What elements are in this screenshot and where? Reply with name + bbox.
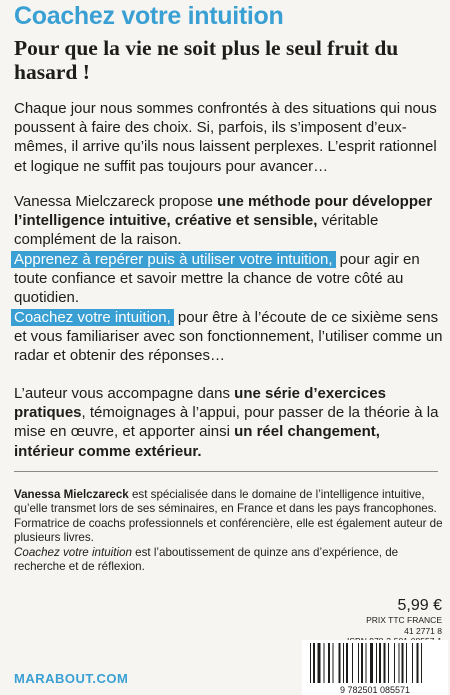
- exercises-paragraph: [14, 384, 444, 461]
- product-code: 41 2771 8: [404, 625, 442, 636]
- coach-highlight: Coachez votre intuition,: [11, 309, 174, 326]
- coach-text: pour être à l’écoute de ce sixième sens et vous familiariser avec son fonctionnement, l’utiliser comme un radar et obtenir des réponses…: [14, 309, 443, 365]
- method-text-start: Vanessa Mielczareck propose: [14, 193, 218, 210]
- price-label: PRIX TTC FRANCE: [366, 615, 442, 625]
- exercises-text-bold: une série d’exercices pratiques: [14, 385, 386, 422]
- intro-text: Chaque jour nous sommes confrontés à des situations qui nous poussent à faire des choix. Si, parfois, ils s’imposent d’eux-mêmes, il arrive qu’ils nous laissent perplexes. L’esprit rationnel et logique ne suffit pas toujours pour avancer…: [14, 100, 437, 175]
- publisher-logo: MARABOUT.COM: [14, 671, 129, 686]
- exercises-text-bold-end: un réel changement, intérieur comme extérieur.: [14, 423, 380, 460]
- price: 5,99 €: [397, 597, 442, 614]
- author-name: Vanessa Mielczareck: [14, 488, 129, 501]
- bio-line-1: est spécialisée dans le domaine de l’intelligence intuitive, qu’elle transmet lors de ses séminaires, en France et dans les pays francophones.: [14, 488, 437, 516]
- exercises-text-start: L’auteur vous accompagne dans: [14, 385, 235, 402]
- learn-text: pour agir en toute confiance et savoir mettre la chance de votre côté au quotidien.: [14, 251, 420, 307]
- book-title: Coachez votre intuition: [14, 2, 284, 30]
- barcode-digits: 9 782501 085571: [339, 685, 411, 695]
- method-text-bold: une méthode pour développer l’intelligence intuitive, créative et sensible,: [14, 193, 433, 230]
- method-text-end: véritable complément de la raison.: [14, 212, 379, 249]
- author-bio: [14, 488, 444, 574]
- coach-paragraph: [14, 308, 444, 366]
- exercises-text-middle: , témoignages à l’appui, pour passer de la théorie à la mise en œuvre, et apporter ainsi: [14, 404, 439, 441]
- learn-paragraph: [14, 250, 444, 308]
- bio-line-3: est l’aboutissement de quinze ans d’expérience, de recherche et de réflexion.: [14, 545, 399, 574]
- learn-highlight: Apprenez à repérer puis à utiliser votre intuition,: [11, 251, 336, 268]
- method-paragraph: [14, 192, 444, 250]
- bio-book-title: Coachez votre intuition: [14, 545, 132, 559]
- divider: [14, 471, 438, 472]
- bio-line-2: Formatrice de coachs professionnels et conférencière, elle est également auteur de plusieurs livres.: [14, 516, 443, 545]
- book-subtitle: Pour que la vie ne soit plus le seul fruit du hasard !: [14, 36, 399, 84]
- intro-paragraph: [14, 99, 444, 176]
- barcode: [302, 640, 448, 695]
